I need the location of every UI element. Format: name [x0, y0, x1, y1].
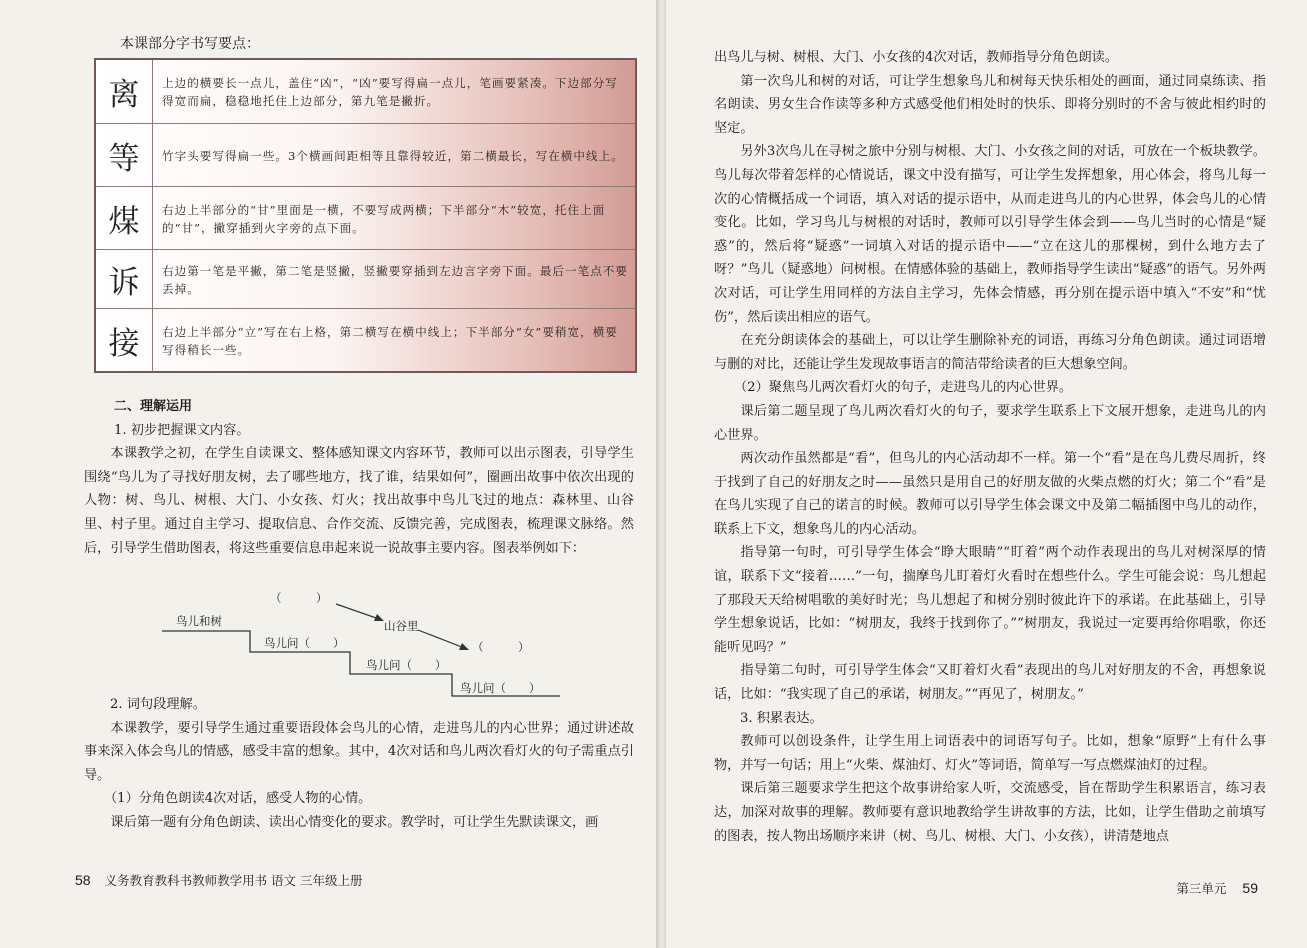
table-row [96, 249, 635, 309]
diagram-step-2: 鸟儿问（ ） [264, 636, 345, 650]
table-row [96, 123, 635, 187]
diagram-blank-right: （ ） [472, 640, 530, 654]
paragraph: 出鸟儿与树、树根、大门、小女孩的4次对话，教师指导分角色朗读。 [714, 50, 1119, 65]
table-row [96, 308, 635, 372]
left-upper-text [84, 395, 634, 560]
paragraph: 课后第二题呈现了鸟儿两次看灯火的句子，要求学生联系上下文展开想象，走进鸟儿的内心世界。 [714, 403, 1266, 443]
diagram-step-1: 鸟儿和树 [176, 614, 222, 628]
paragraph: 指导第二句时，可引导学生体会“又盯着灯火看”表现出的鸟儿对好朋友的不舍，再想象说话，比如：“我实现了自己的承诺，树朋友。”“再见了，树朋友。” [714, 663, 1266, 703]
section-heading: 二、理解运用 [114, 399, 193, 414]
paragraph: 指导第一句时，可引导学生体会“睁大眼睛”“盯着”两个动作表现出的鸟儿对树深厚的情谊，联系下文“接着……”一句，揣摩鸟儿盯着灯火看时在想些什么。学生可能会说：鸟儿想起了那段天天给树唱歌的美好时光；鸟儿想起了和树分别时彼此许下的承诺。在此基础上，引导学生想象说话，比如：“树朋友，我终于找到你了。”“树朋友，我说过一定要再给你唱歌，你还能听见吗？” [714, 545, 1266, 655]
table-row [96, 186, 635, 250]
table-row [96, 60, 635, 123]
diagram-step-3: 鸟儿问（ ） [366, 658, 447, 672]
page-number: 59 [1242, 880, 1258, 896]
story-diagram [160, 586, 560, 706]
table-note: 右边第一笔是平撇，第二笔是竖撇，竖撇要穿插到左边言字旁下面。最后一笔点不要丢掉。 [162, 263, 628, 296]
paragraph: 两次动作虽然都是“看”，但鸟儿的内心活动却不一样。第一个“看”是在鸟儿费尽周折，终于找到了自己的好朋友之时——虽然只是用自己的好朋友做的火柴点燃的灯火；第二个“看”是在鸟儿实现了自己的诺言的时候。教师可以引导学生体会课文中及第二幅插图中鸟儿的动作，联系上下文，想象鸟儿的内心活动。 [714, 451, 1266, 537]
right-page [666, 0, 1307, 948]
point-heading: （1）分角色朗读4次对话，感受人物的心情。 [104, 791, 372, 807]
table-char: 诉 [96, 250, 153, 309]
table-note: 竹字头要写得扁一些。3个横画间距相等且靠得较近，第二横最长，写在横中线上。 [162, 148, 624, 163]
point-heading: （2）聚焦鸟儿两次看灯火的句子，走进鸟儿的内心世界。 [734, 380, 1073, 396]
table-note: 右边上半部分“立”写在右上格，第二横写在横中线上；下半部分“女”要稍宽，横要写得稍长一些。 [162, 324, 618, 357]
right-footer [1176, 879, 1258, 897]
left-lower-text [84, 693, 634, 835]
book-title: 义务教育教科书教师教学用书 语文 三年级上册 [104, 873, 363, 888]
diagram-blank-top: （ ） [270, 591, 328, 605]
table-char: 等 [96, 124, 153, 187]
subheading: 3. 积累表达。 [740, 710, 823, 726]
paragraph: 本课教学，要引导学生通过重要语段体会鸟儿的心情，走进鸟儿的内心世界；通过讲述故事来深入体会鸟儿的情感，感受丰富的想象。其中，4次对话和鸟儿两次看灯火的句子需重点引导。 [84, 720, 634, 783]
page-number: 58 [75, 872, 91, 888]
paragraph: 在充分朗读体会的基础上，可以让学生删除补充的词语，再练习分角色朗读。通过词语增与删的对比，还能让学生发现故事语言的简洁带给读者的巨大想象空间。 [714, 333, 1266, 372]
table-note: 上边的横要长一点儿，盖住“凶”，“凶”要写得扁一点儿，笔画要紧凑。下边部分写得宽而扁，稳稳地托住上边部分，第九笔是撇折。 [162, 75, 618, 108]
left-footer [75, 871, 363, 889]
diagram-valley: 山谷里 [384, 619, 419, 633]
unit-label: 第三单元 [1176, 881, 1227, 896]
writing-points-table [94, 58, 637, 373]
table-char: 离 [96, 60, 153, 123]
paragraph: 教师可以创设条件，让学生用上词语表中的词语写句子。比如，想象“原野”上有什么事物，并写一句话；用上“火柴、煤油灯、灯火”等词语，简单写一写点燃煤油灯的过程。 [714, 734, 1266, 773]
table-title: 本课部分字书写要点： [120, 36, 260, 52]
table-note: 右边上半部分的“甘”里面是一横，不要写成两横；下半部分“木”较宽，托住上面的“甘”，撇穿插到火字旁的点下面。 [162, 202, 606, 235]
diagram-step-4: 鸟儿问（ ） [460, 681, 541, 695]
paragraph: 另外3次鸟儿在寻树之旅中分别与树根、大门、小女孩之间的对话，可放在一个板块教学。鸟儿每次带着怎样的心情说话，课文中没有描写，可让学生发挥想象，用心体会，将鸟儿每一次的心情概括成一个词语，填入对话的提示语中，从而走进鸟儿的内心世界，体会鸟儿的心情变化。比如，学习鸟儿与树根的对话时，教师可以引导学生体会到——鸟儿当时的心情是“疑惑”的，然后将“疑惑”一词填入对话的提示语中——“立在这儿的那棵树，到什么地方去了呀？”鸟儿（疑惑地）问树根。在情感体验的基础上，教师指导学生读出“疑惑”的语气。另外两次对话，可让学生用同样的方法自主学习，先体会情感，再分别在提示语中填入“不安”和“忧伤”，然后读出相应的语气。 [714, 144, 1266, 325]
paragraph: 本课教学之初，在学生自读课文、整体感知课文内容环节，教师可以出示图表，引导学生围绕“鸟儿为了寻找好朋友树，去了哪些地方，找了谁，结果如何”，圈画出故事中依次出现的人物：树、鸟儿、树根、大门、小女孩、灯火；找出故事中鸟儿飞过的地点：森林里、山谷里、村子里。通过自主学习、提取信息、合作交流、反馈完善，完成图表，梳理课文脉络。然后，引导学生借助图表，将这些重要信息串起来说一说故事主要内容。图表举例如下： [84, 446, 634, 556]
paragraph: 课后第三题要求学生把这个故事讲给家人听，交流感受，旨在帮助学生积累语言，练习表达，加深对故事的理解。教师要有意识地教给学生讲故事的方法，比如，让学生借助之前填写的图表，按人物出场顺序来讲（树、鸟儿、树根、大门、小女孩），讲清楚地点 [714, 781, 1266, 844]
subheading: 1. 初步把握课文内容。 [114, 422, 250, 438]
table-char: 煤 [96, 187, 153, 250]
paragraph: 课后第一题有分角色朗读、读出心情变化的要求。教学时，可让学生先默读课文，画 [110, 814, 599, 830]
right-text [714, 46, 1266, 848]
subheading: 2. 词句段理解。 [110, 697, 206, 712]
paragraph: 第一次鸟儿和树的对话，可让学生想象鸟儿和树每天快乐相处的画面，通过同桌练读、指名朗读、男女生合作读等多种方式感受他们相处时的快乐、即将分别时的不舍与彼此相约时的坚定。 [714, 73, 1266, 136]
table-char: 接 [96, 309, 153, 372]
